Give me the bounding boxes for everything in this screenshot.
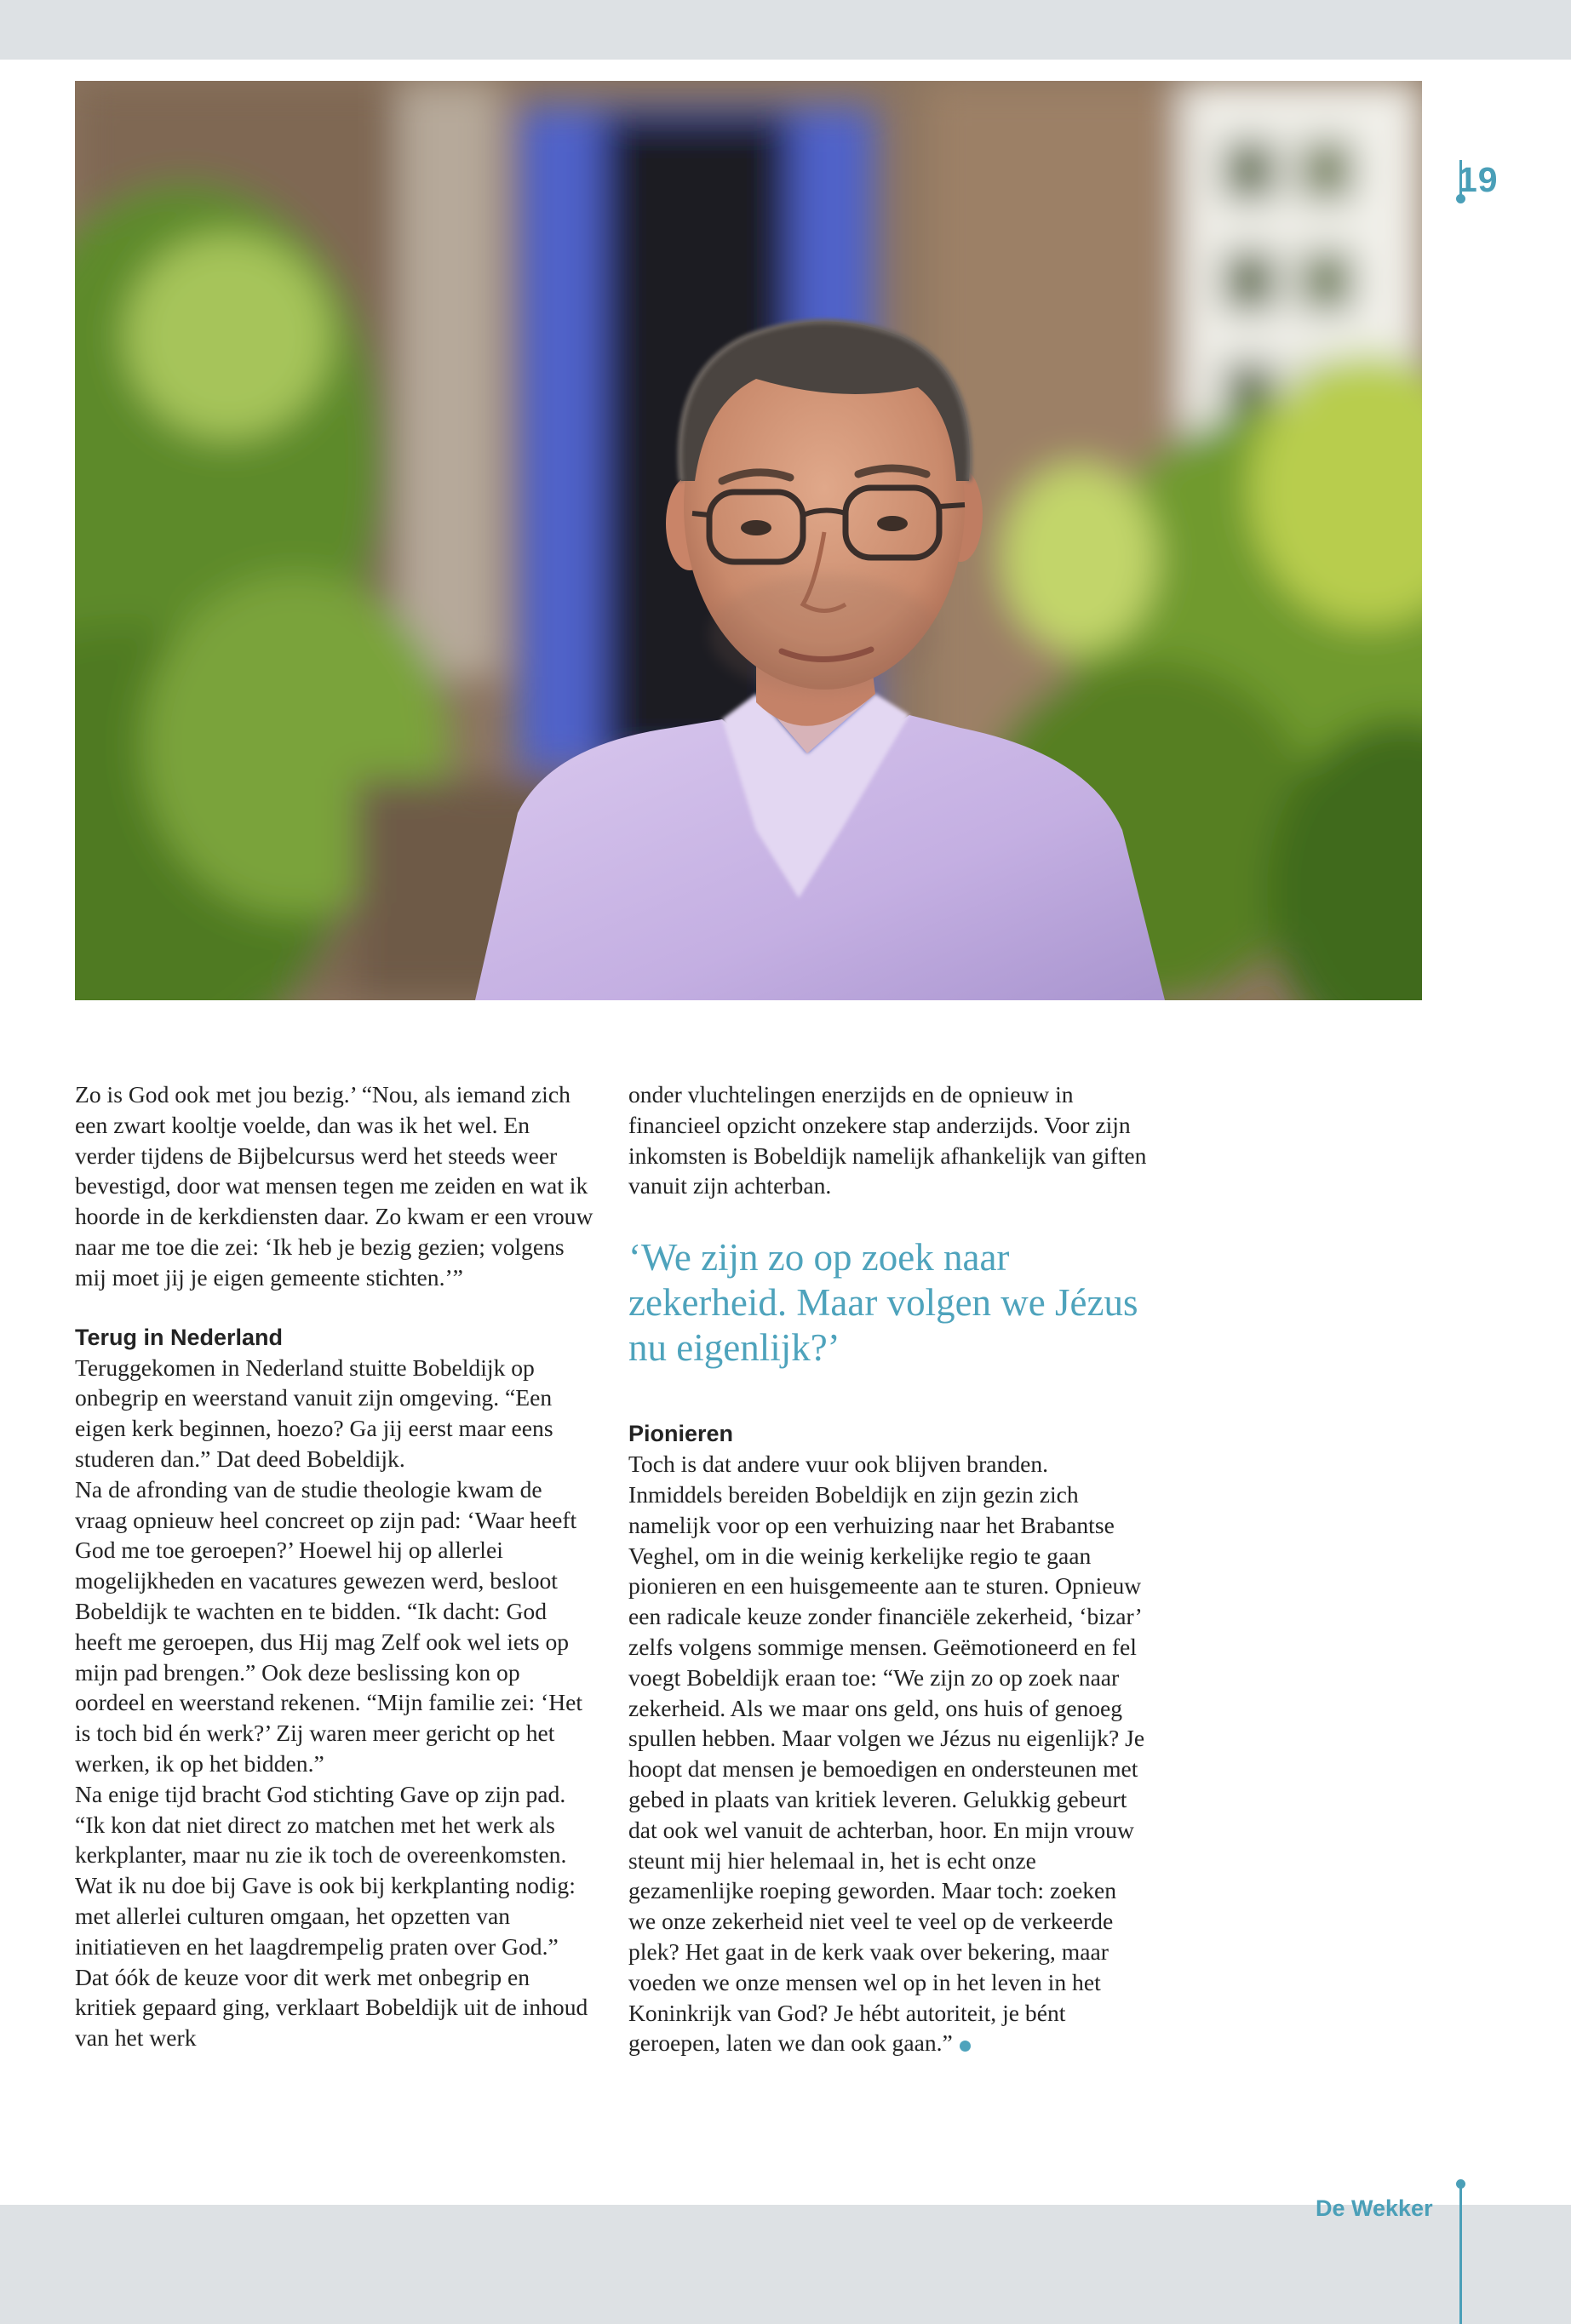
right-column [628, 1079, 1148, 2058]
left-column [75, 1079, 594, 2053]
body-paragraph: onder vluchtelingen enerzijds en de opnieuw in financieel opzicht onzekere stap anderzijds. Voor zijn inkomsten is Bobeldijk namelijk afhankelijk van giften vanuit zijn achterban. [628, 1081, 1147, 1199]
body-paragraph: Na de afronding van de studie theologie kwam de vraag opnieuw heel concreet op zijn pad: ‘Waar heeft God me toe geroepen?’ Hoewel hij op allerlei mogelijkheden en vacatures gewezen werd, besloot Bobeldijk te wachten en te bidden. “Ik dacht: God heeft me geroepen, dus Hij mag Zelf ook wel iets op mijn pad brengen.” Ook deze beslissing kon op oordeel en weerstand rekenen. “Mijn familie zei: ‘Het is toch bid én werk?’ Zij waren meer gericht op het werken, ik op het bidden.” [75, 1475, 583, 1777]
pull-quote: ‘We zijn zo op zoek naar zekerheid. Maar volgen we Jézus nu eigenlijk?’ [628, 1236, 1138, 1370]
page-number: 19 [1458, 160, 1499, 199]
subheading-terug-in-nederland: Terug in Nederland [75, 1324, 284, 1350]
portrait-photo [75, 81, 1422, 1000]
magazine-page [0, 60, 1571, 2221]
body-paragraph: Na enige tijd bracht God stichting Gave op zijn pad. “Ik kon dat niet direct zo matchen met het werk als kerkplanter, maar nu zie ik toch de overeenkomsten. Wat ik nu doe bij Gave is ook bij kerkplanting nodig: met allerlei culturen omgaan, het opzetten van initiatieven en het laagdrempelig praten over God.” Dat óók de keuze voor dit werk met onbegrip en kritiek gepaard ging, verklaart Bobeldijk uit de inhoud van het werk [75, 1780, 588, 2052]
magazine-name: De Wekker [1316, 2195, 1433, 2221]
footer-line [1459, 2186, 1462, 2324]
body-paragraph: Zo is God ook met jou bezig.’ “Nou, als iemand zich een zwart kooltje voelde, dan was ik het wel. En verder tijdens de Bijbelcursus werd het steeds weer bevestigd, door wat mensen tegen me zeiden en wat ik hoorde in de kerkdiensten daar. Zo kwam er een vrouw naar me toe die zei: ‘Ik heb je bezig gezien; volgens mij moet jij je eigen gemeente stichten.’” [75, 1081, 593, 1291]
final-paragraph-text: Toch is dat andere vuur ook blijven branden. Inmiddels bereiden Bobeldijk en zijn gezin zich namelijk voor op een verhuizing naar het Brabantse Veghel, om in die weinig kerkelijke regio te gaan pionieren en een huisgemeente aan te sturen. Opnieuw een radicale keuze zonder financiële zekerheid, ‘bizar’ zelfs volgens sommige mensen. Geëmotioneerd en fel voegt Bobeldijk eraan toe: “We zijn zo op zoek naar zekerheid. Als we maar ons geld, ons huis of genoeg spullen hebben. Maar volgen we Jézus nu eigenlijk? Je hoopt dat mensen je bemoedigen en ondersteunen met gebed in plaats van kritiek leveren. Gelukkig gebeurt dat ook wel vanuit de achterban, hoor. En mijn vrouw steunt mij hier helemaal in, het is echt onze gezamenlijke roeping geworden. Maar toch: zoeken we onze zekerheid niet veel te veel op de verkeerde plek? Het gaat in de kerk vaak over bekering, maar voeden we onze mensen wel op in het leven in het Koninkrijk van God? Je hébt autoriteit, je bént geroepen, laten we dan ook gaan.” [628, 1451, 1145, 2057]
subheading-pionieren: Pionieren [628, 1421, 734, 1447]
end-mark-dot [960, 2041, 971, 2052]
body-paragraph-final [628, 1449, 1148, 2058]
body-paragraph: Teruggekomen in Nederland stuitte Bobeldijk op onbegrip en weerstand vanuit zijn omgeving. “Een eigen kerk beginnen, hoezo? Ga jij eerst maar eens studeren dan.” Dat deed Bobeldijk. [75, 1354, 553, 1472]
